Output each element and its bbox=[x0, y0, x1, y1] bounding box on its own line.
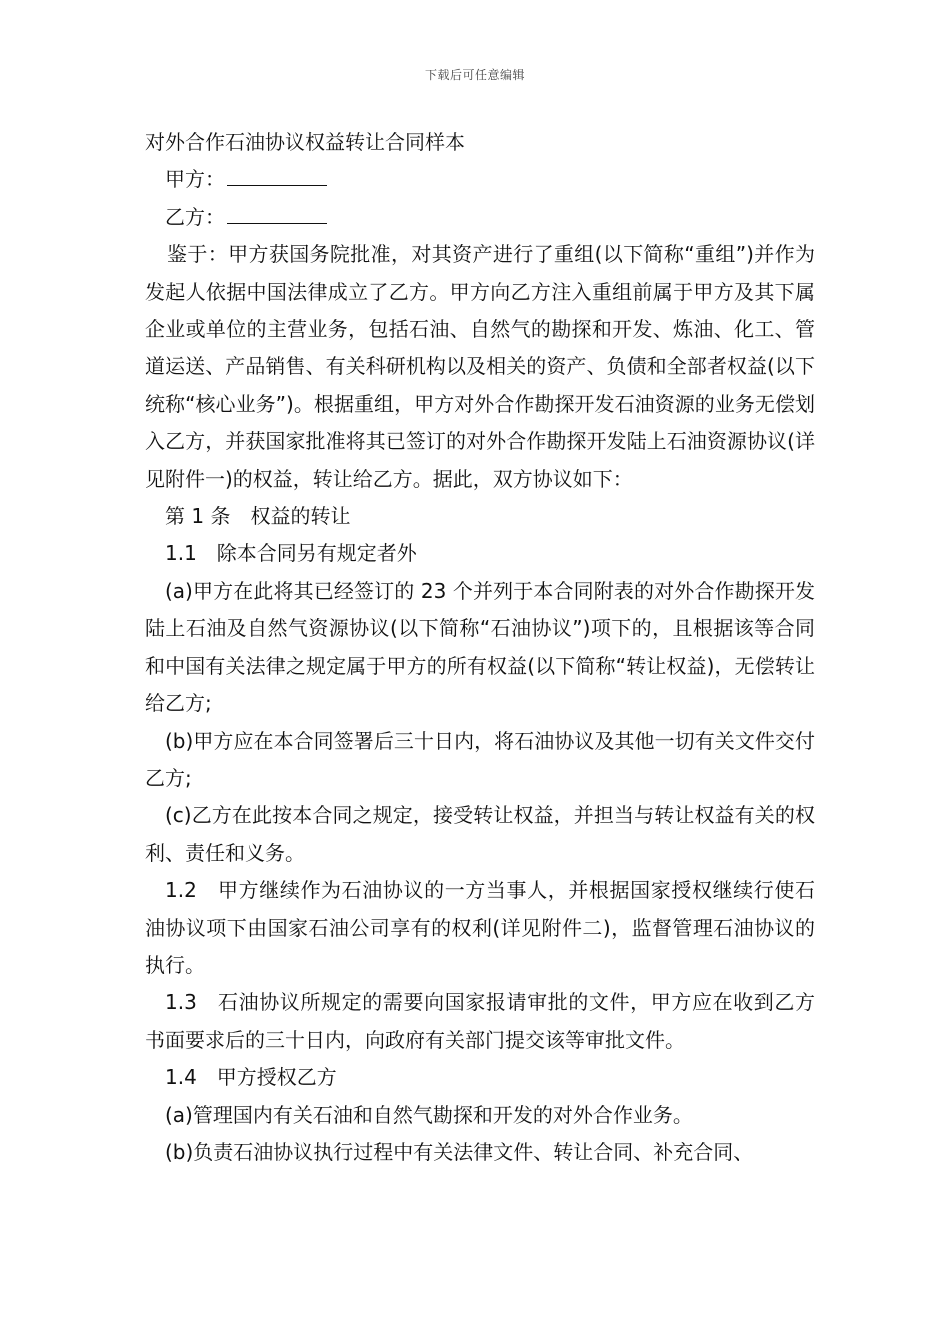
header-note: 下载后可任意编辑 bbox=[424, 68, 525, 82]
clause-1-1-b: (b)甲方应在本合同签署后三十日内，将石油协议及其他一切有关文件交付乙方; bbox=[145, 728, 815, 790]
clause-1-1: 1.1 除本合同另有规定者外 bbox=[165, 541, 417, 566]
clause-1-3: 1.3 石油协议所规定的需要向国家报请审批的文件，甲方应在收到乙方书面要求后的三十日内，向政府有关部门提交该等审批文件。 bbox=[145, 990, 815, 1052]
clause-1-2: 1.2 甲方继续作为石油协议的一方当事人，并根据国家授权继续行使石油协议项下由国家石油公司享有的权利(详见附件二)，监督管理石油协议的执行。 bbox=[145, 878, 815, 977]
party-b-label: 乙方： bbox=[165, 204, 225, 229]
party-a-blank bbox=[227, 163, 327, 186]
party-a-line bbox=[145, 161, 815, 198]
article-1-heading: 第 1 条 权益的转让 bbox=[165, 504, 351, 529]
clause-1-4-a: (a)管理国内有关石油和自然气勘探和开发的对外合作业务。 bbox=[165, 1102, 693, 1127]
clause-1-1-c: (c)乙方在此按本合同之规定，接受转让权益，并担当与转让权益有关的权利、责任和义务。 bbox=[145, 803, 815, 865]
party-a-label: 甲方： bbox=[165, 167, 225, 192]
document-body bbox=[145, 124, 815, 1171]
clause-1-1-a: (a)甲方在此将其已经签订的 23 个并列于本合同附表的对外合作勘探开发陆上石油及自然气资源协议(以下简称“石油协议”)项下的，且根据该等合同和中国有关法律之规定属于甲方的所有权益(以下简称“转让权益)，无偿转让给乙方; bbox=[145, 578, 815, 716]
clause-1-4-b: (b)负责石油协议执行过程中有关法律文件、转让合同、补充合同、 bbox=[165, 1139, 754, 1164]
preamble-paragraph: 鉴于：甲方获国务院批准，对其资产进行了重组(以下简称“重组”)并作为发起人依据中国法律成立了乙方。甲方向乙方注入重组前属于甲方及其下属企业或单位的主营业务，包括石油、自然气的勘探和开发、炼油、化工、管道运送、产品销售、有关科研机构以及相关的资产、负债和全部者权益(以下统称“核心业务”)。根据重组，甲方对外合作勘探开发石油资源的业务无偿划入乙方，并获国家批准将其已签订的对外合作勘探开发陆上石油资源协议(详见附件一)的权益，转让给乙方。据此，双方协议如下： bbox=[145, 242, 815, 491]
party-b-line bbox=[145, 199, 815, 236]
document-title: 对外合作石油协议权益转让合同样本 bbox=[145, 130, 465, 154]
clause-1-4: 1.4 甲方授权乙方 bbox=[165, 1065, 337, 1090]
party-b-blank bbox=[227, 201, 327, 224]
